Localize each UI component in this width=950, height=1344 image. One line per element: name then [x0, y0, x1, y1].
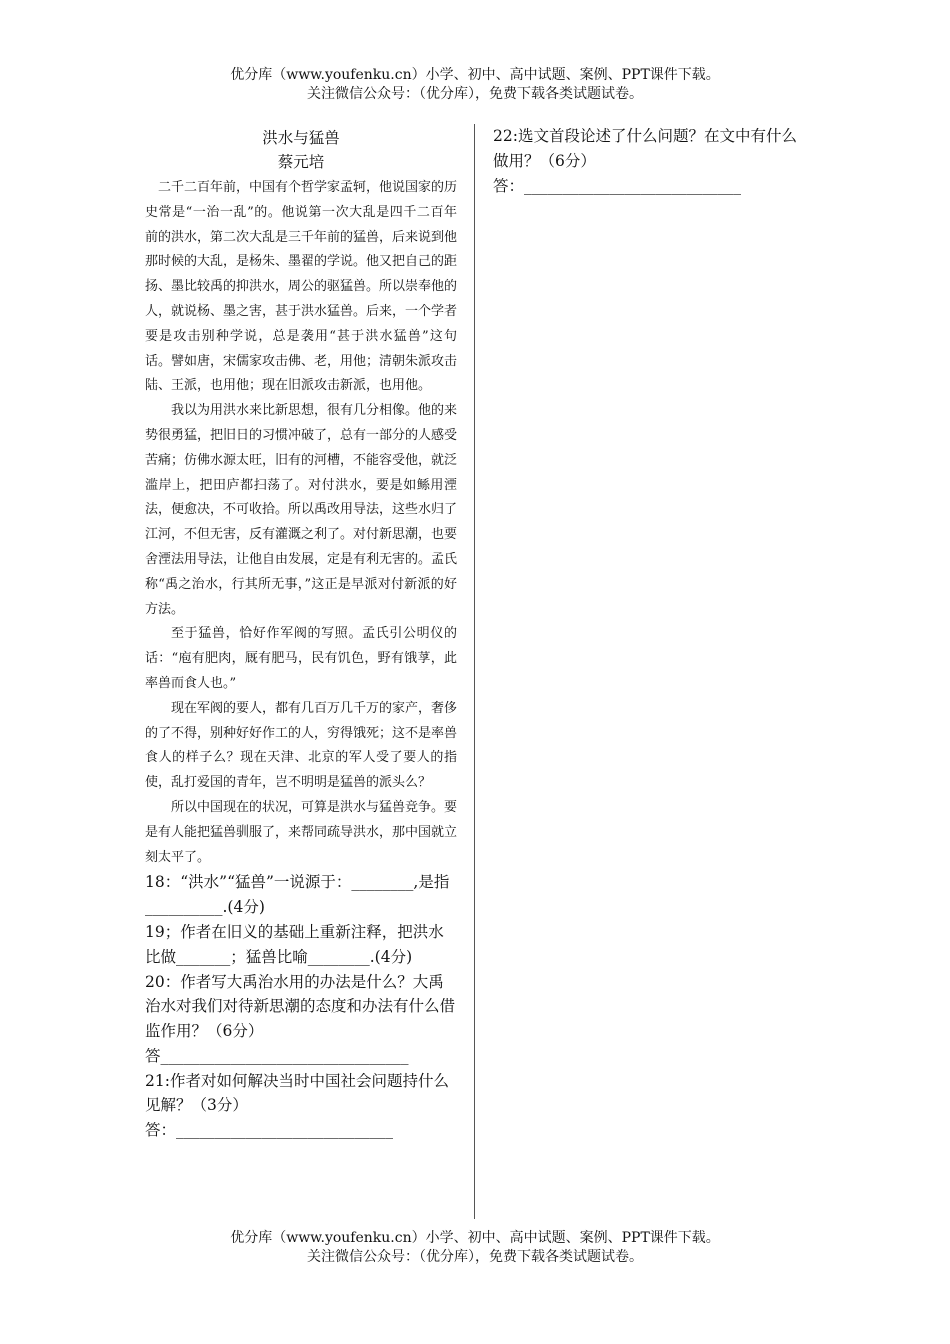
article-paragraph-5: 所以中国现在的状况，可算是洪水与猛兽竞争。要是有人能把猛兽驯服了，来帮同疏导洪水，那中国就立刻太平了。: [145, 799, 458, 865]
footer-line-2: 关注微信公众号：（优分库），免费下载各类试题试卷。: [307, 1249, 643, 1265]
question-22: 22:选文首段论述了什么问题？在文中有什么做用？（6分）: [493, 127, 797, 170]
column-divider: [474, 124, 475, 1219]
header-line-1: 优分库（www.youfenku.cn）小学、初中、高中试题、案例、PPT课件下载。: [230, 67, 720, 83]
article-author: 蔡元培: [277, 153, 325, 171]
article-paragraph-3: 至于猛兽，恰好作军阀的写照。孟氏引公明仪的话：“庖有肥肉，厩有肥马，民有饥色，野有饿莩，此率兽而食人也。”: [145, 626, 457, 691]
article-paragraph-4: 现在军阀的要人，都有几百万几千万的家产，奢侈的了不得，别种好好作工的人，穷得饿死；这不是率兽食人的样子么？现在天津、北京的军人受了要人的指使，乱打爱国的青年，岂不明明是猛兽的派头么？: [145, 700, 458, 791]
header-line-2: 关注微信公众号：（优分库），免费下载各类试题试卷。: [307, 86, 643, 102]
question-21-answer-line: 答：____________________________: [145, 1121, 394, 1140]
question-20: 20：作者写大禹治水用的办法是什么？大禹治水对我们对待新思潮的态度和办法有什么借监作用？（6分）: [145, 972, 456, 1041]
question-20-answer-line: 答________________________________: [145, 1046, 409, 1065]
question-18: 18：“洪水”“猛兽”一说源于：________,是指__________.(4分): [145, 873, 450, 917]
article-title: 洪水与猛兽: [262, 129, 340, 147]
question-22-answer-line: 答：____________________________: [493, 176, 742, 195]
article-paragraph-1: 二千二百年前，中国有个哲学家孟轲，他说国家的历史常是“一治一乱”的。他说第一次大乱是四千二百年前的洪水，第二次大乱是三千年前的猛兽，后来说到他那时候的大乱，是杨朱、墨翟的学说。他又把自己的距扬、墨比较禹的抑洪水，周公的驱猛兽。所以崇奉他的人，就说杨、墨之害，甚于洪水猛兽。后来，一个学者要是攻击别种学说，总是袭用“甚于洪水猛兽”这句话。譬如唐，宋儒家攻击佛、老，用他；清朝朱派攻击陆、王派，也用他；现在旧派攻击新派，也用他。: [145, 180, 458, 394]
footer-line-1: 优分库（www.youfenku.cn）小学、初中、高中试题、案例、PPT课件下载。: [230, 1230, 720, 1246]
article-paragraph-2: 我以为用洪水来比新思想，很有几分相像。他的来势很勇猛，把旧日的习惯冲破了，总有一部分的人感受苦痛；仿佛水源太旺，旧有的河槽，不能容受他，就泛滥岸上，把田庐都扫荡了。对付洪水，要是如鲧用湮法，便愈决，不可收拾。所以禹改用导法，这些水归了江河，不但无害，反有灌溉之利了。对付新思潮，也要舍湮法用导法，让他自由发展，定是有利无害的。孟氏称“禹之治水，行其所无事，”这正是早派对付新派的好方法。: [145, 403, 458, 617]
article-body: [145, 176, 457, 870]
page-header: [0, 66, 950, 104]
right-column: [493, 124, 805, 198]
page-footer: [0, 1229, 950, 1267]
question-19: 19；作者在旧义的基础上重新注释，把洪水比做_______；猛兽比喻________.(4分): [145, 922, 444, 966]
question-list-left: [145, 870, 457, 1143]
question-21: 21:作者对如何解决当时中国社会问题持什么见解？（3分）: [145, 1071, 449, 1115]
left-column: [145, 124, 457, 1143]
